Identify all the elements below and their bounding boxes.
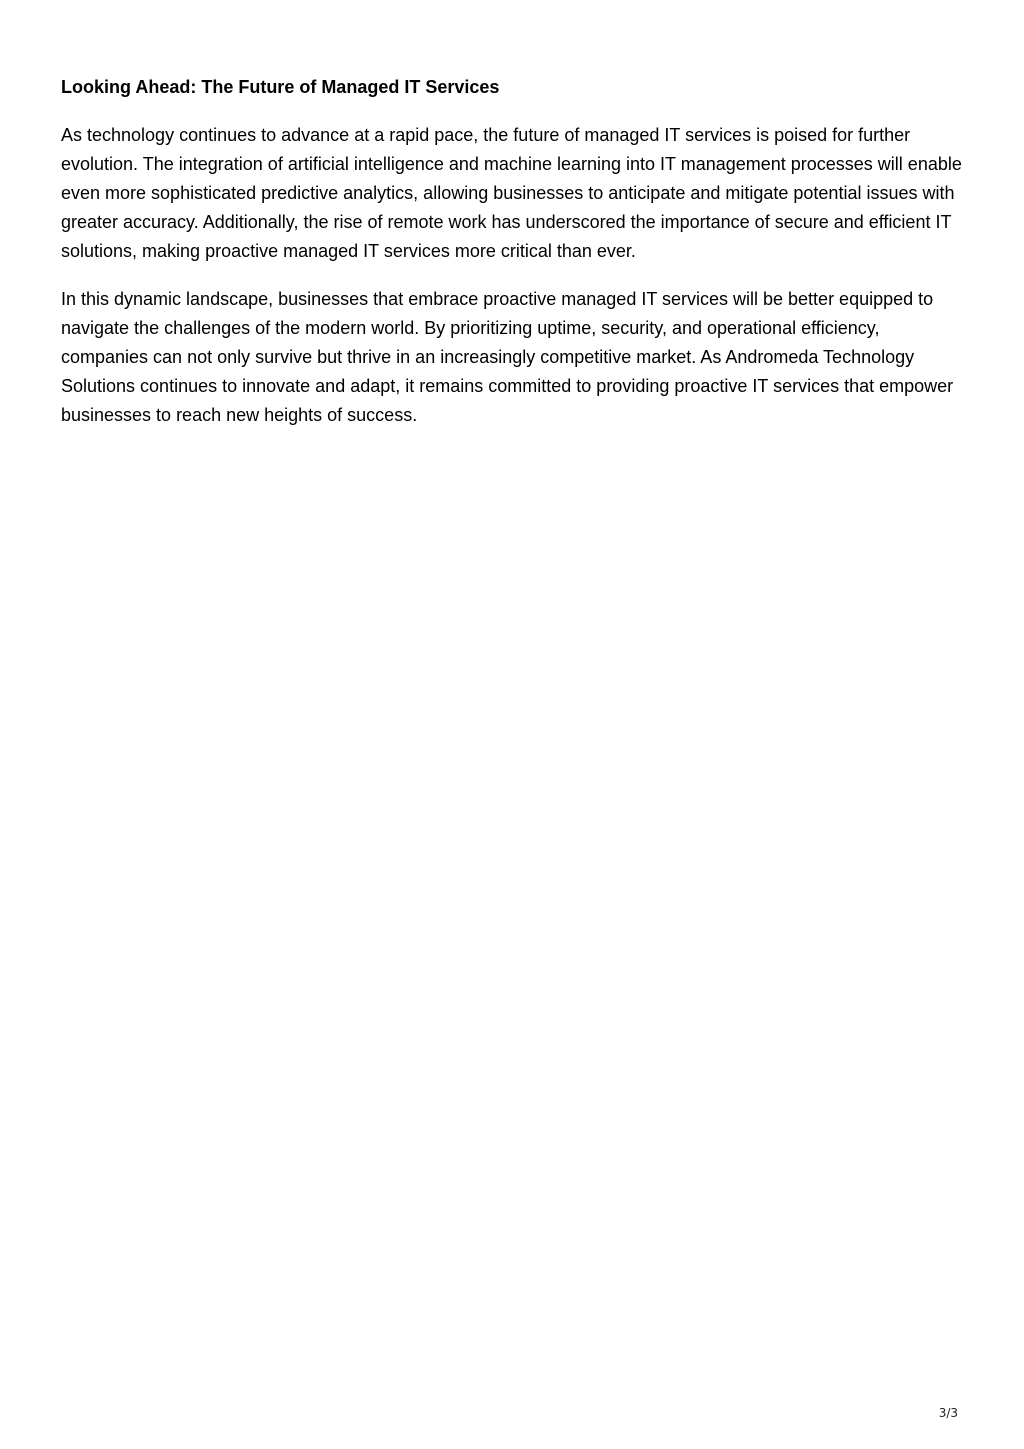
page-number: 3/3 <box>938 1406 958 1420</box>
document-body <box>61 74 966 449</box>
paragraph-future-outlook: As technology continues to advance at a rapid pace, the future of managed IT services is poised for further evolution. The integration of artificial intelligence and machine learning into IT management processes will enable even more sophisticated predictive analytics, allowing businesses to anticipate and mitigate potential issues with greater accuracy. Additionally, the rise of remote work has underscored the importance of secure and efficient IT solutions, making proactive managed IT services more critical than ever. <box>61 125 962 261</box>
section-heading: Looking Ahead: The Future of Managed IT Services <box>61 77 500 97</box>
paragraph-dynamic-landscape: In this dynamic landscape, businesses that embrace proactive managed IT services will be better equipped to navigate the challenges of the modern world. By prioritizing uptime, security, and operational efficiency, companies can not only survive but thrive in an increasingly competitive market. As Andromeda Technology Solutions continues to innovate and adapt, it remains committed to providing proactive IT services that empower businesses to reach new heights of success. <box>61 289 954 425</box>
